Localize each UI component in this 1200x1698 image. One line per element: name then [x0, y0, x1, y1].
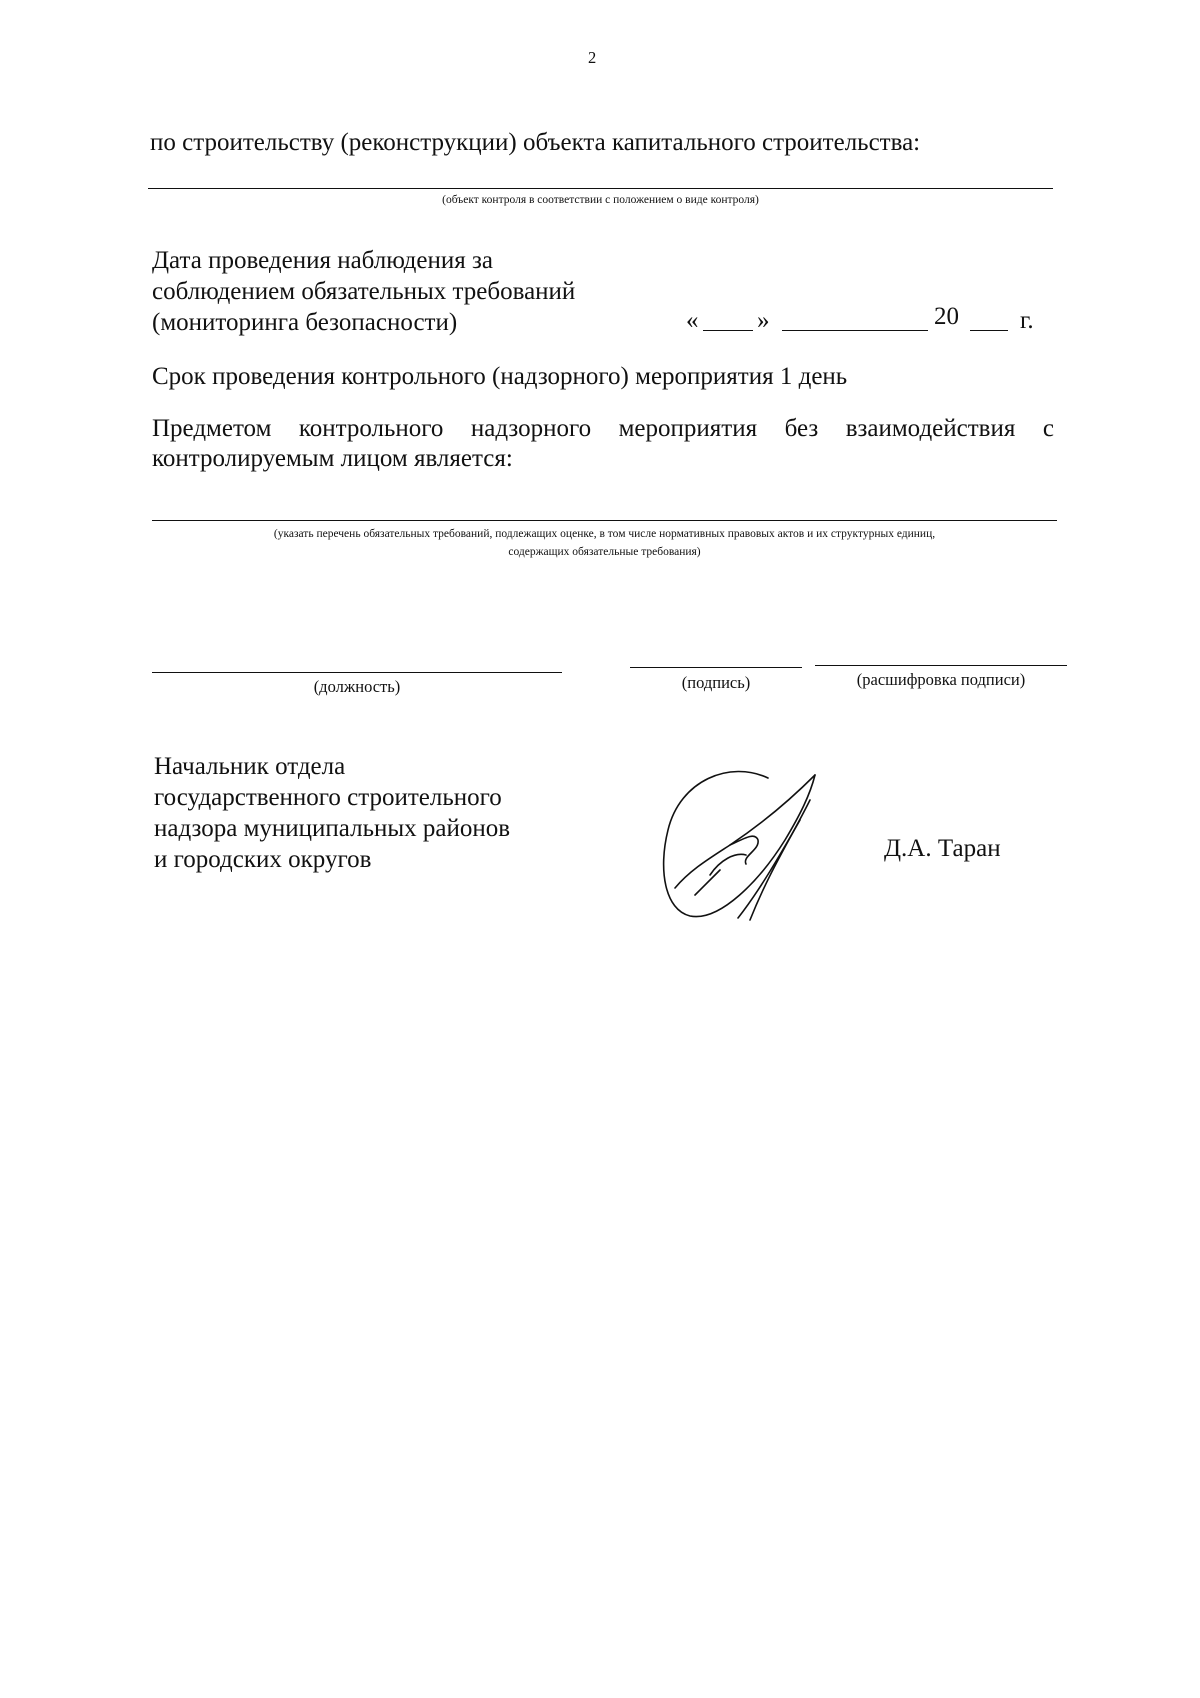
signatory-name: Д.А. Таран	[884, 835, 1001, 862]
signatory-title-2: государственного строительного	[154, 784, 502, 811]
date-day-blank	[703, 330, 753, 331]
signature-caption: (подпись)	[681, 673, 751, 692]
signatory-title-1: Начальник отдела	[154, 753, 346, 780]
object-blank-line	[148, 188, 1053, 189]
requirements-caption-1: (указать перечень обязательных требований, подлежащих оценке, в том числе нормативных правовых актов и их структурных единиц,	[273, 528, 936, 540]
subject-word: контрольного	[298, 415, 444, 442]
position-blank-line	[152, 672, 562, 673]
observation-date-label-2: соблюдением обязательных требований	[152, 278, 576, 305]
observation-date-label-3: (мониторинга безопасности)	[152, 309, 458, 336]
object-caption: (объект контроля в соответствии с положением о виде контроля)	[442, 194, 759, 206]
subject-word: с	[1042, 415, 1054, 442]
requirements-caption-2: содержащих обязательные требования)	[508, 546, 701, 558]
handwritten-signature	[650, 760, 840, 930]
subject-word: мероприятия	[618, 415, 758, 442]
subject-word: надзорного	[470, 415, 592, 442]
date-year-prefix: 20	[934, 303, 959, 330]
page-number: 2	[588, 48, 597, 67]
date-year-suffix: г.	[1020, 307, 1034, 334]
decoding-blank-line	[815, 665, 1067, 666]
construction-line: по строительству (реконструкции) объекта капитального строительства:	[150, 129, 921, 156]
subject-word: взаимодействия	[845, 415, 1016, 442]
signature-blank-line	[630, 667, 802, 668]
date-quote-close: »	[757, 307, 770, 334]
date-quote-open: «	[686, 307, 699, 334]
position-caption: (должность)	[313, 677, 401, 696]
duration-line: Срок проведения контрольного (надзорного) мероприятия 1 день	[152, 363, 848, 390]
date-month-blank	[782, 330, 928, 331]
subject-word: Предметом	[152, 415, 272, 442]
subject-line-1	[152, 412, 1054, 445]
subject-line-2: контролируемым лицом является:	[152, 445, 513, 472]
requirements-blank-line	[152, 520, 1057, 521]
subject-word: без	[784, 415, 819, 442]
signatory-title-3: надзора муниципальных районов	[154, 815, 511, 842]
signatory-title-4: и городских округов	[154, 846, 372, 873]
date-year-blank	[970, 330, 1008, 331]
observation-date-label-1: Дата проведения наблюдения за	[152, 247, 493, 274]
decoding-caption: (расшифровка подписи)	[856, 670, 1026, 689]
